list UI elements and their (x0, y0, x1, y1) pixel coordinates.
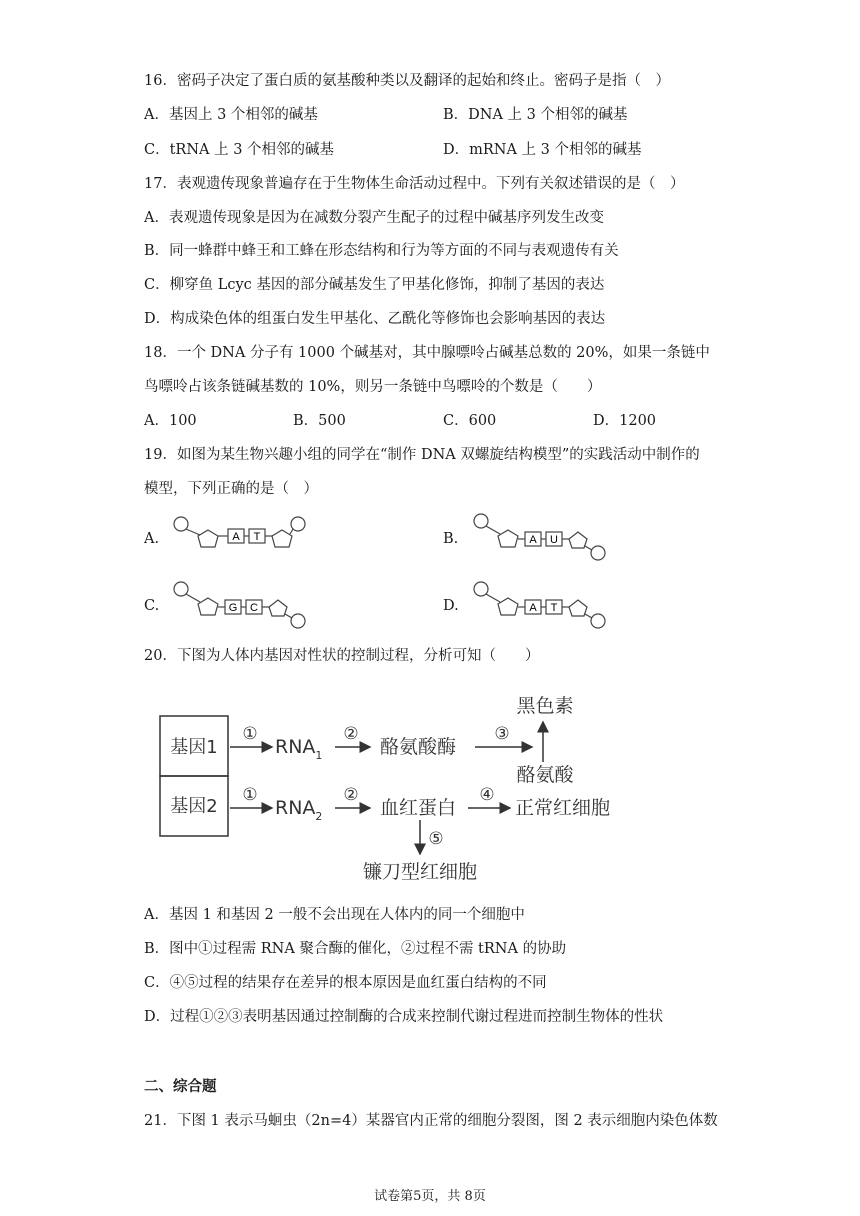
q20-option-c: C．④⑤过程的结果存在差异的根本原因是血红蛋白结构的不同 (144, 975, 547, 991)
q16-option-a: A．基因上 3 个相邻的碱基 (144, 107, 318, 123)
q19-option-a-label: A. (144, 531, 160, 547)
q17-option-d: D．构成染色体的组蛋白发生甲基化、乙酰化等修饰也会影响基因的表达 (144, 311, 606, 327)
q19-model-c-base1: G (228, 602, 238, 614)
row1-step3: ③ (494, 724, 510, 744)
section-title: 二、综合题 (144, 1078, 217, 1095)
row2-step1: ① (242, 785, 258, 805)
row1-step2: ② (343, 724, 359, 744)
q19-model-d-base2: T (550, 602, 558, 614)
q16-stem: 16．密码子决定了蛋白质的氨基酸种类以及翻译的起始和终止。密码子是指（ ） (144, 73, 670, 89)
hemoglobin-label: 血红蛋白 (380, 797, 457, 819)
q18-option-c: C．600 (443, 413, 497, 429)
q19-model-d-base1: A (529, 602, 537, 614)
page-footer: 试卷第5页，共 8页 (374, 1189, 486, 1204)
q19-stem-line2: 模型，下列正确的是（ ） (144, 481, 318, 497)
q19-model-a-base2: T (253, 531, 261, 543)
q16-option-b: B．DNA 上 3 个相邻的碱基 (443, 107, 628, 123)
q18-stem-line2: 鸟嘌呤占该条链碱基数的 10%，则另一条链中鸟嘌呤的个数是（ ） (144, 379, 602, 395)
q19-option-c-label: C. (144, 598, 160, 614)
q19-model-b-base2: U (550, 534, 558, 546)
q21-stem: 21．下图 1 表示马蛔虫（2n=4）某器官内正常的细胞分裂图，图 2 表示细胞内染色体数 (144, 1113, 718, 1129)
row1-step1: ① (242, 724, 258, 744)
row2-step5: ⑤ (428, 829, 444, 849)
q18-option-a: A．100 (144, 413, 197, 429)
q20-stem: 20．下图为人体内基因对性状的控制过程，分析可知（ ） (144, 648, 540, 664)
q20-option-d: D．过程①②③表明基因通过控制酶的合成来控制代谢过程进而控制生物体的性状 (144, 1009, 664, 1025)
q17-option-b: B．同一蜂群中蜂王和工蜂在形态结构和行为等方面的不同与表观遗传有关 (144, 243, 619, 259)
rna1-label: $RNA_1$ (275, 736, 323, 762)
row2-step2: ② (343, 785, 359, 805)
q17-option-c: C．柳穿鱼 Lcyc 基因的部分碱基发生了甲基化修饰，抑制了基因的表达 (144, 277, 605, 293)
q19-stem-line1: 19．如图为某生物兴趣小组的同学在“制作 DNA 双螺旋结构模型”的实践活动中制作的 (144, 447, 700, 463)
q18-stem-line1: 18．一个 DNA 分子有 1000 个碱基对，其中腺嘌呤占碱基总数的 20%，如果一条链中 (144, 345, 710, 361)
tyrosine-label: 酪氨酸 (516, 764, 574, 786)
rna2-label: $RNA_2$ (275, 797, 323, 823)
gene1-label: 基因1 (170, 737, 218, 758)
q19-model-c-base2: C (250, 602, 258, 614)
gene2-label: 基因2 (170, 796, 218, 817)
q20-option-b: B．图中①过程需 RNA 聚合酶的催化，②过程不需 tRNA 的协助 (144, 941, 567, 957)
q19-model-c (170, 580, 315, 630)
sickle-rbc-label: 镰刀型红细胞 (362, 861, 478, 883)
enzyme-label: 酪氨酸酶 (380, 736, 457, 758)
q17-stem: 17．表观遗传现象普遍存在于生物体生命活动过程中。下列有关叙述错误的是（ ） (144, 176, 685, 192)
q16-option-c: C．tRNA 上 3 个相邻的碱基 (144, 142, 335, 158)
gene-control-diagram (150, 684, 630, 889)
q18-option-b: B．500 (293, 413, 346, 429)
q19-option-d-label: D. (443, 598, 459, 614)
q19-model-b-base1: A (529, 534, 537, 546)
row2-step4: ④ (479, 785, 495, 805)
q16-option-d: D．mRNA 上 3 个相邻的碱基 (443, 142, 642, 158)
q19-model-a-base1: A (232, 531, 240, 543)
normal-rbc-label: 正常红细胞 (515, 797, 611, 819)
q19-option-b-label: B. (443, 531, 459, 547)
q19-model-b (470, 512, 615, 562)
q19-model-d (470, 580, 615, 630)
melanin-label: 黑色素 (516, 695, 574, 717)
q18-option-d: D．1200 (593, 413, 657, 429)
q17-option-a: A．表观遗传现象是因为在减数分裂产生配子的过程中碱基序列发生改变 (144, 210, 604, 226)
q20-option-a: A．基因 1 和基因 2 一般不会出现在人体内的同一个细胞中 (144, 907, 525, 923)
q19-model-a (170, 512, 315, 562)
